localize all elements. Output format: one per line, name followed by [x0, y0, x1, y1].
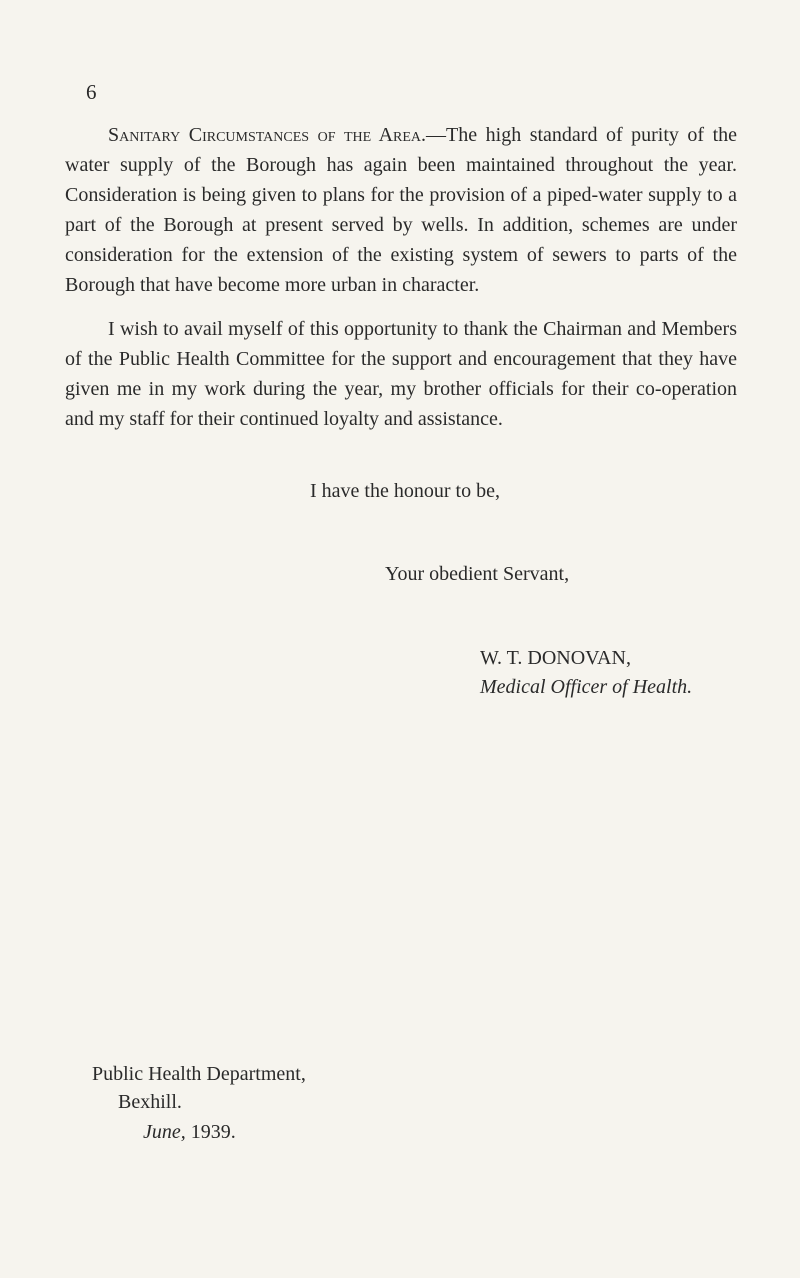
sanitary-circumstances-text: —The high standard of purity of the water supply of the Borough has again been maintained throughout the year. Consideration is being given to plans for the provision of a piped-water supply to a part of the Borough at present served by wells. In addition, schemes are under consideration for the extension of the existing system of sewers to parts of the Borough that have become more urban in character. [65, 124, 737, 296]
signature-title: Medical Officer of Health. [480, 676, 693, 698]
valediction: Your obedient Servant, [385, 563, 570, 585]
section-heading: Sanitary Circumstances of the Area. [108, 124, 427, 146]
date-month: June, [143, 1121, 186, 1143]
address-town: Bexhill. [118, 1091, 182, 1113]
report-date [143, 1121, 236, 1144]
date-year: 1939. [185, 1121, 236, 1143]
page-number: 6 [86, 80, 97, 104]
sanitary-circumstances-paragraph [65, 120, 737, 300]
address-department: Public Health Department, [92, 1063, 306, 1085]
acknowledgements-paragraph: I wish to avail myself of this opportunity to thank the Chairman and Members of the Public Health Committee for the support and encouragement that they have given me in my work during the year, my brother officials for their co-operation and my staff for their continued loyalty and assistance. [65, 318, 737, 430]
signature-name: W. T. DONOVAN, [480, 647, 631, 669]
closing-line: I have the honour to be, [310, 480, 500, 502]
